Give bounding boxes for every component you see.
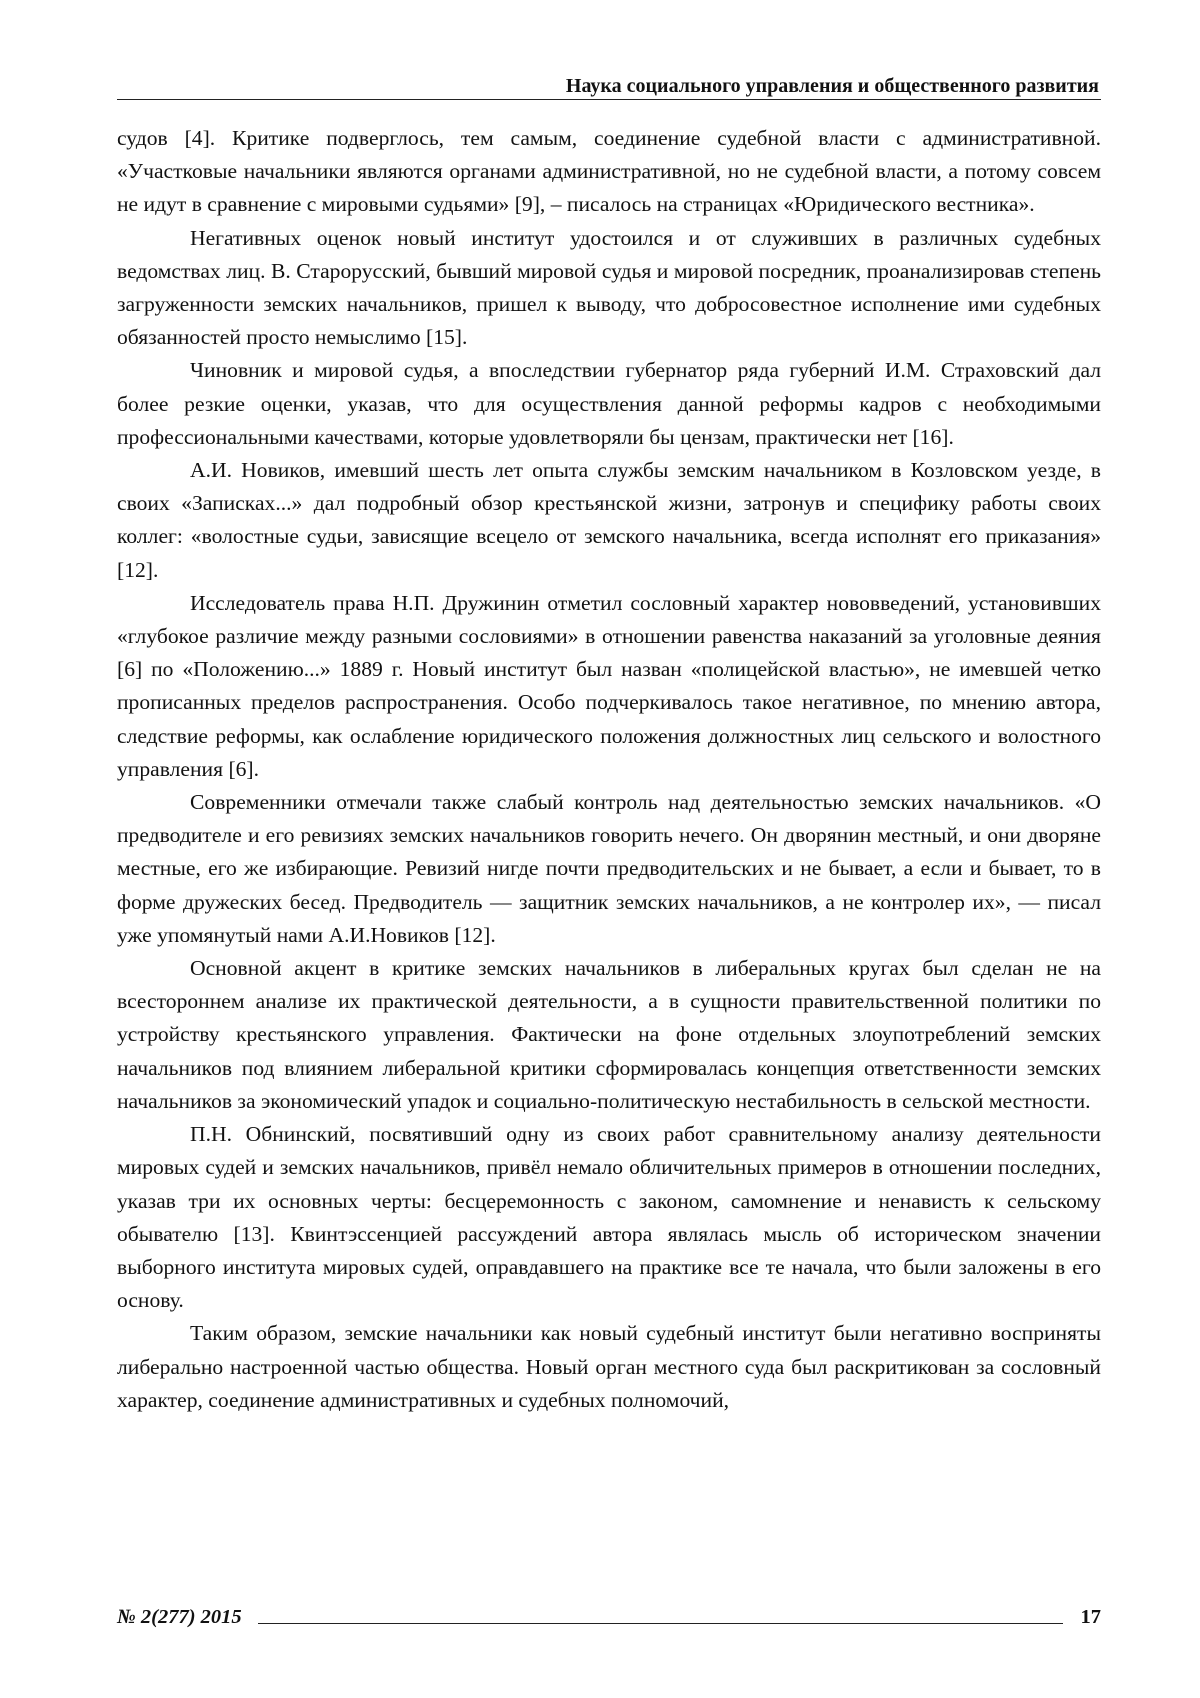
article-body [117, 122, 1101, 1417]
issue-number: № 2(277) 2015 [117, 1605, 242, 1629]
paragraph: Таким образом, земские начальники как новый судебный институт были негативно восприняты либерально настроенной частью общества. Новый орган местного суда был раскритикован за сословный характер, соединение административных и судебных полномочий, [117, 1317, 1101, 1417]
running-header [117, 74, 1101, 100]
page-number: 17 [1081, 1605, 1102, 1629]
paragraph: Чиновник и мировой судья, а впоследствии губернатор ряда губерний И.М. Страховский дал более резкие оценки, указав, что для осуществления данной реформы кадров с необходимыми профессиональными качествами, которые удовлетворяли бы цензам, практически нет [16]. [117, 354, 1101, 454]
paragraph: Современники отмечали также слабый контроль над деятельностью земских начальников. «О предводителе и его ревизиях земских начальников говорить нечего. Он дворянин местный, и они дворяне местные, его же избирающие. Ревизий нигде почти предводительских и не бывает, а если и бывает, то в форме дружеских бесед. Предводитель — защитник земских начальников, а не контролер их», — писал уже упомянутый нами А.И.Новиков [12]. [117, 786, 1101, 952]
page-footer [117, 1599, 1101, 1629]
paragraph: Негативных оценок новый институт удостоился и от служивших в различных судебных ведомствах лиц. В. Старорусский, бывший мировой судья и мировой посредник, проанализировав степень загруженности земских начальников, пришел к выводу, что добросовестное исполнение ими судебных обязанностей просто немыслимо [15]. [117, 222, 1101, 355]
footer-rule [258, 1623, 1063, 1624]
running-title: Наука социального управления и общественного развития [566, 75, 1099, 97]
paragraph: П.Н. Обнинский, посвятивший одну из своих работ сравнительному анализу деятельности мировых судей и земских начальников, привёл немало обличительных примеров в отношении последних, указав три их основных черты: бесцеремонность с законом, самомнение и ненависть к сельскому обывателю [13]. Квинтэссенцией рассуждений автора являлась мысль об историческом значении выборного института мировых судей, оправдавшего на практике все те начала, что были заложены в его основу. [117, 1118, 1101, 1317]
paragraph: Исследователь права Н.П. Дружинин отметил сословный характер нововведений, установивших «глубокое различие между разными сословиями» в отношении равенства наказаний за уголовные деяния [6] по «Положению...» 1889 г. Новый институт был назван «полицейской властью», не имевшей четко прописанных пределов распространения. Особо подчеркивалось такое негативное, по мнению автора, следствие реформы, как ослабление юридического положения должностных лиц сельского и волостного управления [6]. [117, 587, 1101, 786]
paragraph: А.И. Новиков, имевший шесть лет опыта службы земским начальником в Козловском уезде, в своих «Записках...» дал подробный обзор крестьянской жизни, затронув и специфику работы своих коллег: «волостные судьи, зависящие всецело от земского начальника, всегда исполнят его приказания» [12]. [117, 454, 1101, 587]
paragraph-continuation: судов [4]. Критике подверглось, тем самым, соединение судебной власти с административной. «Участковые начальники являются органами административной, но не судебной власти, а потому совсем не идут в сравнение с мировыми судьями» [9], – писалось на страницах «Юридического вестника». [117, 122, 1101, 222]
paragraph: Основной акцент в критике земских начальников в либеральных кругах был сделан не на всестороннем анализе их практической деятельности, а в сущности правительственной политики по устройству крестьянского управления. Фактически на фоне отдельных злоупотреблений земских начальников под влиянием либеральной критики сформировалась концепция ответственности земских начальников за экономический упадок и социально-политическую нестабильность в сельской местности. [117, 952, 1101, 1118]
